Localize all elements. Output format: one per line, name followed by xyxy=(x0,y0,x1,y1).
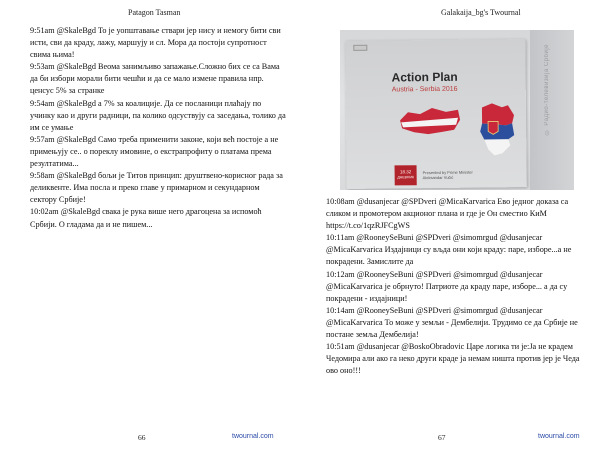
tweet-entry: 10:02am @SkaleBgd свака је рука више него драгоцена за испомоћ Србији. О гладама да и не пишем... xyxy=(30,207,262,229)
tweet-entry: 9:53am @SkaleBgd Веома занимљиво запажање.Сложно бих се са Вама да би избори морали бити чешћи и да се мало измене правила нпр. ценсус 5% за странке xyxy=(30,62,280,96)
tweet-entry: 10:11am @RooneySeBuni @SPDveri @simomrgud @dusanjecar @MicaKarvarica Издајници су вљда они који краду: паре, изборе...а не покрадени. Замислите да xyxy=(326,233,572,267)
page-number: 66 xyxy=(138,433,146,442)
right-page xyxy=(300,0,600,450)
booklet-author xyxy=(423,170,473,181)
tweet-list xyxy=(326,196,590,377)
tweet-list xyxy=(30,25,288,231)
watermark-text: © Радио-телевизија Србије xyxy=(544,44,550,135)
badge-label: ДНЕВНИК xyxy=(397,175,415,180)
author-line: Presented by Prime Minister xyxy=(422,169,473,176)
badge-time: 18.32 xyxy=(399,169,412,175)
tweet-entry: 10:08am @dusanjecar @SPDveri @MicaKarvarica Ево једног доказа са сликом и промотером акционог плана и где је Он сместио КиМ https://t.co/1qzRJFCgWS xyxy=(326,197,569,231)
plan-title: Action Plan xyxy=(391,69,458,85)
booklet-cover xyxy=(345,39,527,189)
tweet-entry: 10:51am @dusanjecar @BoskoObradovic Царе логика ти је:Ја не крадем Чедомира али ако га неко други краде ја немам ништа против јер је Чеда ово оно!!! xyxy=(326,342,580,376)
running-head: Patagon Tasman xyxy=(128,8,181,17)
tweet-entry: 9:54am @SkaleBgd а 7% за коалиције. Да се посланици плаћају по учинку као и други радници, па колико одсуствују са заседања, толико да им се умање xyxy=(30,98,286,132)
site-link[interactable]: twournal.com xyxy=(538,433,580,440)
austria-serbia-map-icon xyxy=(398,101,521,158)
rts-dnevnik-badge xyxy=(395,165,417,185)
page-number: 67 xyxy=(438,433,446,442)
tweet-entry: 9:51am @SkaleBgd То је уопштавање ствари јер нису и немогу бити сви исти, сви да краду, лажу, маршују и сл. Мора да постоји супротност свима њима! xyxy=(30,26,281,60)
running-head: Galakaija_bg's Twournal xyxy=(441,8,521,17)
tweet-entry: 10:12am @RooneySeBuni @SPDveri @simomrgud @dusanjecar @MicaKarvarica је обрнуто! Патриоте да краду паре, изборе... а да су покрадени - издајници! xyxy=(326,269,568,303)
logo-icon xyxy=(353,45,367,51)
tweet-entry: 9:58am @SkaleBgd бољи је Титов принцип: друштвено-корисног рада за деликвенте. Има посла и преко главе у примарном и секундарном сектору Србије! xyxy=(30,171,283,205)
austria-flag-map xyxy=(400,108,460,135)
action-plan-photo xyxy=(340,30,574,190)
serbia-flag-map xyxy=(480,103,515,155)
photo-side-strip xyxy=(530,30,574,190)
plan-subtitle: Austria - Serbia 2016 xyxy=(391,85,458,94)
author-line: Aleksandar Vučić xyxy=(422,174,454,181)
site-link[interactable]: twournal.com xyxy=(232,433,274,440)
tweet-entry: 10:14am @RooneySeBuni @SPDveri @simomrgud @dusanjecar @MicaKarvarica То може у земљи - Дембелији. Трудимо се да Србије не постане земља Дембелија! xyxy=(326,305,578,340)
tweet-entry: 9:57am @SkaleBgd Само треба применити законе, који већ постоје а не примењују се.. о пореклу имовине, о екстрапрофиту о платама према резултатима... xyxy=(30,134,279,169)
